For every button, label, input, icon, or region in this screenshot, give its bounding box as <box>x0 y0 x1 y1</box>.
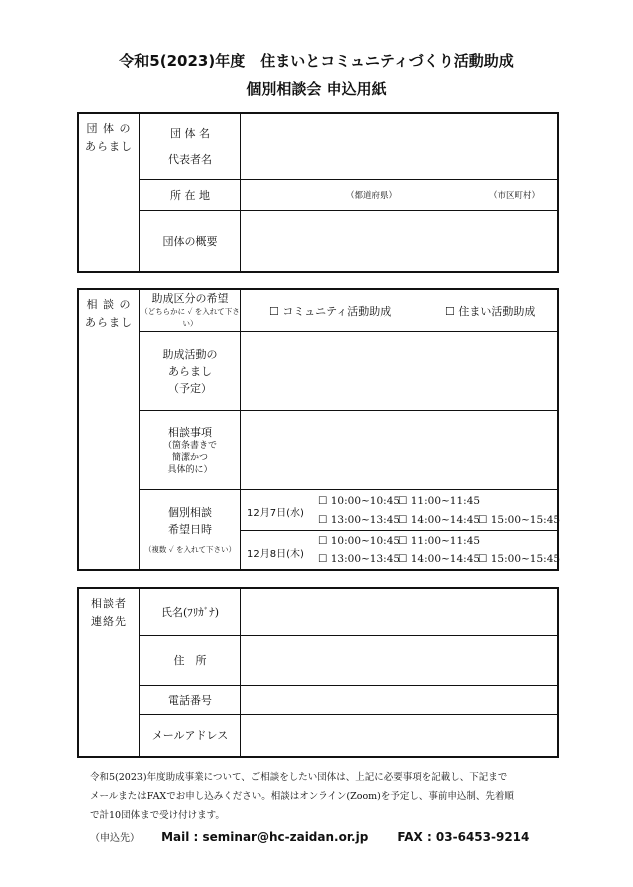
contact-address-row <box>140 635 557 685</box>
date-1: 12月7日(水) <box>247 508 304 519</box>
address-row <box>140 179 557 210</box>
housing-option-checkbox[interactable]: ☐ 住まい活動助成 <box>445 305 536 318</box>
email-row <box>140 714 557 756</box>
contact-info <box>90 826 529 845</box>
date-2: 12月8日(木) <box>247 549 304 560</box>
schedule-row: 個別相談 希望日時 （複数 ✓ を入れて下さい） 12月7日(水) ☐ 10:00~10:45 ☐ 11:00~11:45 ☐ 13:00~13:45 ☐ 14:00~14:45 ☐ 15:00~15:45 12月8日(木) ☐ 10:00~10:45 ☐ 11:00~11:45 ☐ 13:00~13:45 ☐ 14:00~14:45 ☐ 15:00~15:45 <box>140 489 557 569</box>
address-field[interactable] <box>241 180 557 210</box>
org-name-row <box>140 114 557 179</box>
email-label: メールアドレス <box>140 715 241 756</box>
consultation-section-label: 相 談 の あらまし <box>79 290 140 569</box>
slot-day1-4[interactable]: ☐ 14:00~14:45 <box>398 514 481 526</box>
slot-day1-5[interactable]: ☐ 15:00~15:45 <box>478 514 561 526</box>
name-label: 氏名(ﾌﾘｶﾞﾅ) <box>140 589 241 635</box>
organization-section-label: 団 体 の あらまし <box>79 114 140 271</box>
activity-row: 助成活動の あらまし （予定） <box>140 331 557 410</box>
slot-day2-1[interactable]: ☐ 10:00~10:45 <box>318 535 401 547</box>
contact-address-field[interactable] <box>241 636 557 685</box>
apply-label: （申込先） <box>90 833 140 844</box>
overview-field[interactable] <box>241 211 557 271</box>
category-label: 助成区分の希望 <box>151 292 229 305</box>
slot-day2-2[interactable]: ☐ 11:00~11:45 <box>398 535 481 547</box>
city-hint: （市区町村） <box>489 191 541 201</box>
rep-name-label: 代表者名 <box>168 153 212 167</box>
fax-number: FAX : 03-6453-9214 <box>397 830 530 844</box>
slot-day2-4[interactable]: ☐ 14:00~14:45 <box>398 553 481 565</box>
consult-label: 相談事項 <box>168 425 212 439</box>
organization-section <box>77 112 559 273</box>
schedule-note: （複数 ✓ を入れて下さい） <box>143 544 237 554</box>
slot-day2-5[interactable]: ☐ 15:00~15:45 <box>478 553 561 565</box>
overview-row <box>140 210 557 271</box>
slot-day1-1[interactable]: ☐ 10:00~10:45 <box>318 495 401 507</box>
slot-day1-3[interactable]: ☐ 13:00~13:45 <box>318 514 401 526</box>
org-name-field[interactable] <box>241 114 557 179</box>
overview-label: 団体の概要 <box>140 211 241 271</box>
contact-address-label: 住 所 <box>140 636 241 685</box>
form-subtitle: 個別相談会 申込用紙 <box>246 80 387 98</box>
community-option-checkbox[interactable]: ☐ コミュニティ活動助成 <box>269 305 392 318</box>
mail-address: Mail : seminar@hc-zaidan.or.jp <box>161 830 369 844</box>
category-row <box>140 290 557 331</box>
slot-day2-3[interactable]: ☐ 13:00~13:45 <box>318 553 401 565</box>
schedule-label: 個別相談 <box>168 505 212 519</box>
contact-section <box>77 587 559 758</box>
name-row <box>140 589 557 635</box>
name-field[interactable] <box>241 589 557 635</box>
consult-field[interactable] <box>241 411 557 489</box>
org-name-label: 団 体 名 <box>170 126 210 140</box>
instructions: 令和5(2023)年度助成事業について、ご相談をしたい団体は、上記に必要事項を記載し、下記まで メールまたはFAXでお申し込みください。相談はオンライン(Zoom)を予定し、事前申込制、先着順 で計10団体まで受け付けます。 <box>90 772 514 821</box>
slot-day1-2[interactable]: ☐ 11:00~11:45 <box>398 495 481 507</box>
prefecture-hint: （都道府県） <box>346 191 398 201</box>
form-title: 令和5(2023)年度 住まいとコミュニティづくり活動助成 <box>119 52 514 70</box>
phone-row <box>140 685 557 714</box>
phone-label: 電話番号 <box>140 686 241 714</box>
activity-label: 助成活動の <box>162 347 218 361</box>
consult-row: 相談事項 （箇条書きで 簡潔かつ 具体的に） <box>140 410 557 489</box>
contact-section-label: 相談者 連絡先 <box>79 589 140 756</box>
consultation-section <box>77 288 559 571</box>
activity-field[interactable] <box>241 332 557 410</box>
date-divider <box>241 530 557 531</box>
address-label: 所 在 地 <box>140 180 241 210</box>
category-note: （どちらかに ✓ を入れて下さい） <box>140 307 240 328</box>
phone-field[interactable] <box>241 686 557 714</box>
email-field[interactable] <box>241 715 557 756</box>
